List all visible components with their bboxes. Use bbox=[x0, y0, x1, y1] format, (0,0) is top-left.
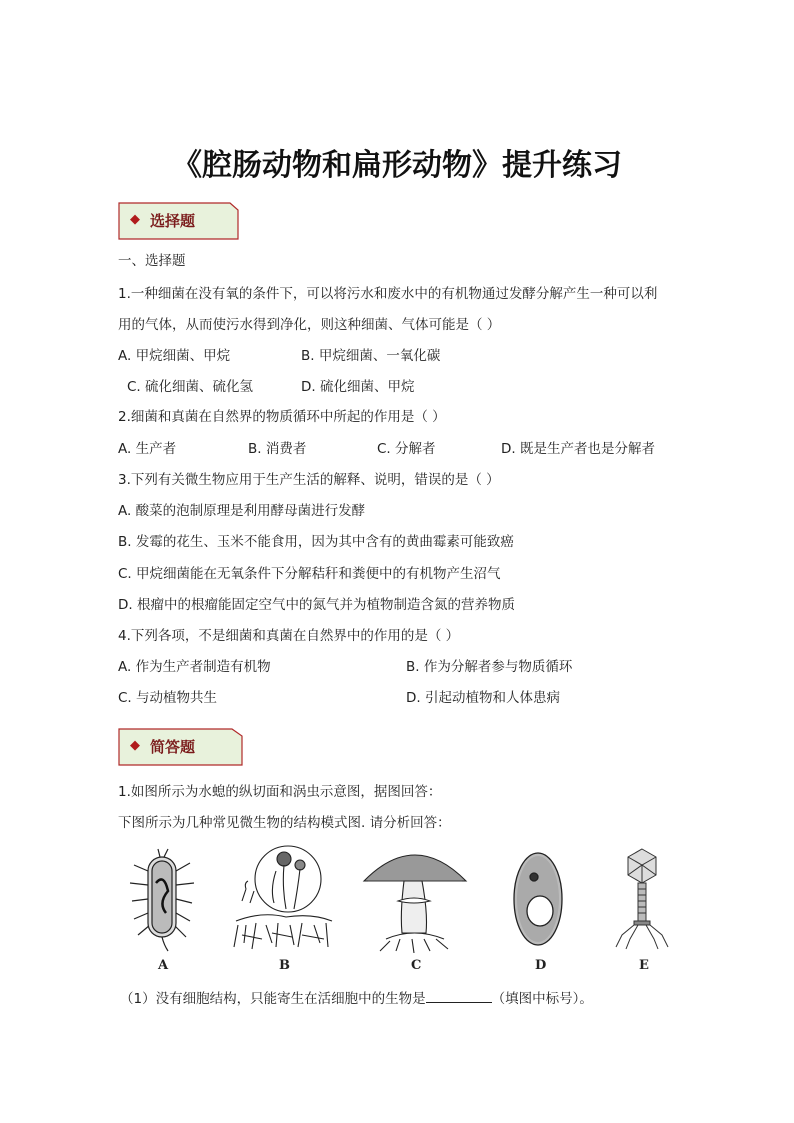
figure-label-d: D bbox=[535, 958, 547, 973]
q4-option-c: C. 与动植物共生 bbox=[118, 690, 218, 706]
q1-option-d: D. 硫化细菌、甲烷 bbox=[301, 379, 415, 395]
answer-blank[interactable] bbox=[426, 990, 492, 1003]
q3-option-c: C. 甲烷细菌能在无氧条件下分解秸秆和粪便中的有机物产生沼气 bbox=[118, 566, 501, 582]
section-label: 选择题 bbox=[150, 212, 196, 230]
section-banner-short bbox=[118, 728, 244, 764]
figure-label-b: B bbox=[279, 958, 290, 973]
q1-option-c: C. 硫化细菌、硫化氢 bbox=[127, 379, 254, 395]
sq1-sub1-suffix: （填图中标号）。 bbox=[491, 991, 593, 1007]
yeast-figure bbox=[506, 843, 570, 953]
q2-option-b: B. 消费者 bbox=[248, 441, 307, 457]
bacterium-figure bbox=[124, 843, 200, 953]
q3-option-d: D. 根瘤中的根瘤能固定空气中的氮气并为植物制造含氮的营养物质 bbox=[118, 597, 515, 613]
q4-stem: 4.下列各项，不是细菌和真菌在自然界中的作用的是（ ） bbox=[118, 628, 460, 644]
part-heading: 一、选择题 bbox=[118, 253, 186, 269]
q1-stem-line2: 用的气体，从而使污水得到净化，则这种细菌、气体可能是（ ） bbox=[118, 317, 501, 333]
diamond-icon: ◆ bbox=[130, 212, 140, 227]
q1-option-a: A. 甲烷细菌、甲烷 bbox=[118, 348, 231, 364]
sq1-stem: 1.如图所示为水螅的纵切面和涡虫示意图，据图回答： bbox=[118, 784, 442, 800]
q3-stem: 3.下列有关微生物应用于生产生活的解释、说明，错误的是（ ） bbox=[118, 472, 500, 488]
q4-option-d: D. 引起动植物和人体患病 bbox=[406, 690, 560, 706]
q2-stem: 2.细菌和真菌在自然界的物质循环中所起的作用是（ ） bbox=[118, 409, 446, 425]
section-label: 简答题 bbox=[150, 738, 196, 756]
q1-option-b: B. 甲烷细菌、一氧化碳 bbox=[301, 348, 441, 364]
sq1-sub1-text: （1）没有细胞结构，只能寄生在活细胞中的生物是 bbox=[120, 991, 426, 1007]
page-title: 《腔肠动物和扁形动物》提升练习 bbox=[172, 148, 622, 183]
mushroom-figure bbox=[360, 843, 470, 953]
figure-label-a: A bbox=[158, 958, 169, 973]
virus-figure bbox=[610, 843, 674, 953]
mold-figure bbox=[232, 843, 338, 953]
diamond-icon: ◆ bbox=[130, 738, 140, 753]
figure-label-e: E bbox=[639, 958, 649, 973]
q4-option-b: B. 作为分解者参与物质循环 bbox=[406, 659, 573, 675]
sq1-intro: 下图所示为几种常见微生物的结构模式图. 请分析回答： bbox=[118, 815, 451, 831]
figure-label-c: C bbox=[411, 958, 422, 973]
q2-option-d: D. 既是生产者也是分解者 bbox=[501, 441, 655, 457]
q2-option-c: C. 分解者 bbox=[377, 441, 436, 457]
q3-option-a: A. 酸菜的泡制原理是利用酵母菌进行发酵 bbox=[118, 503, 366, 519]
q4-option-a: A. 作为生产者制造有机物 bbox=[118, 659, 271, 675]
q1-stem-line1: 1.一种细菌在没有氧的条件下，可以将污水和废水中的有机物通过发酵分解产生一种可以利 bbox=[118, 286, 658, 302]
q3-option-b: B. 发霉的花生、玉米不能食用，因为其中含有的黄曲霉素可能致癌 bbox=[118, 534, 514, 550]
sq1-sub1 bbox=[120, 987, 593, 1007]
section-banner-choice bbox=[118, 202, 240, 238]
q2-option-a: A. 生产者 bbox=[118, 441, 177, 457]
